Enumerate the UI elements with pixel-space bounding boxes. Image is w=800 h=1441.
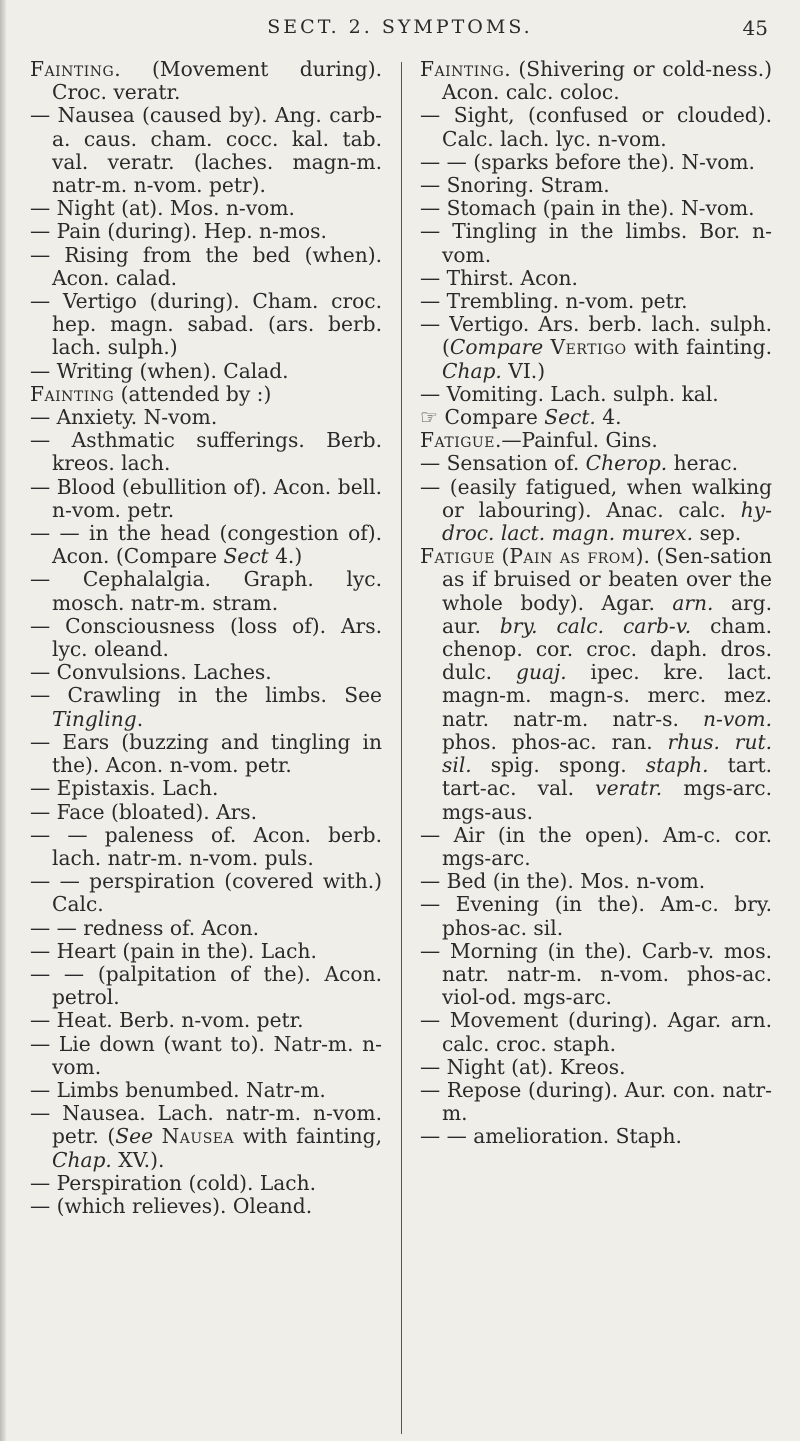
entry-text: ipec. kre. lact. magn-m. magn-s. merc. mez. natr. natr-m. natr-s.	[442, 660, 772, 731]
index-entry	[30, 220, 382, 243]
entry-text: — Heat. Berb. n-vom. petr.	[30, 1008, 304, 1033]
entry-text: — — paleness of. Acon. berb. lach. natr-m. n-vom. puls.	[30, 822, 382, 870]
entry-text: — Blood (ebullition of). Acon. bell. n-vom. petr.	[30, 474, 382, 522]
entry-text: .—Painful. Gins.	[494, 428, 658, 453]
index-entry	[30, 58, 382, 104]
entry-text: veratr.	[595, 776, 663, 801]
entry-text: — — perspiration (covered with.) Calc.	[30, 869, 382, 917]
index-entry	[420, 220, 772, 266]
entry-text: — Heart (pain in the). Lach.	[30, 938, 317, 963]
index-entry	[420, 1009, 772, 1055]
entry-text: spig. spong.	[471, 753, 646, 778]
entry-text: sep.	[693, 521, 742, 546]
index-entry	[30, 1033, 382, 1079]
index-entry	[30, 1009, 382, 1032]
entry-text: — Tingling in the limbs. Bor. n-vom.	[420, 219, 772, 267]
index-entry	[30, 824, 382, 870]
entry-text: — Vomiting. Lach. sulph. kal.	[420, 381, 719, 406]
entry-text: (attended by :)	[114, 381, 272, 406]
index-entry	[420, 58, 772, 104]
entry-text: — Lie down (want to). Natr-m. n-vom.	[30, 1031, 382, 1079]
entry-text: — Air (in the open). Am-c. cor. mgs-arc.	[420, 822, 772, 870]
entry-text: — Sight, (confused or clouded). Calc. lach. lyc. n-vom.	[420, 103, 772, 151]
index-entry	[30, 476, 382, 522]
index-entry	[30, 1195, 382, 1218]
entry-text: — Nausea (caused by). Ang. carb-a. caus. cham. cocc. kal. tab. val. veratr. (laches. magn-m. natr-m. n-vom. petr).	[30, 103, 382, 198]
entry-text: — — (palpitation of the). Acon. petrol.	[30, 961, 382, 1010]
index-entry	[420, 174, 772, 197]
entry-text: — Evening (in the). Am-c. bry. phos-ac. sil.	[420, 892, 772, 940]
index-entry	[30, 197, 382, 220]
entry-text: 4.)	[268, 544, 303, 569]
index-entry	[420, 290, 772, 313]
entry-text: Cherop.	[585, 451, 668, 476]
index-entry	[30, 383, 382, 406]
entry-text: ☞ Compare	[420, 405, 545, 430]
entry-text: — — amelioration. Staph.	[420, 1124, 682, 1149]
index-entry	[30, 244, 382, 290]
entry-text: — Snoring. Stram.	[420, 173, 610, 198]
entry-text: — Vertigo (during). Cham. croc. hep. magn. sabad. (ars. berb. lach. sulph.)	[30, 289, 382, 360]
index-entry	[30, 917, 382, 940]
entry-text: — Morning (in the). Carb-v. mos. natr. natr-m. n-vom. phos-ac. viol-od. mgs-arc.	[420, 938, 772, 1010]
entry-text: Fatigue	[420, 428, 495, 453]
entry-text: — Thirst. Acon.	[420, 265, 578, 290]
entry-text: — Convulsions. Laches.	[30, 660, 272, 685]
entry-text: — Nausea. Lach. natr-m. n-vom. petr. (	[30, 1101, 382, 1149]
index-entry	[30, 360, 382, 383]
index-entry	[420, 267, 772, 290]
index-entry	[420, 104, 772, 150]
index-entry	[30, 661, 382, 684]
entry-text: guaj.	[516, 660, 567, 685]
entry-text	[543, 335, 550, 359]
entry-text: — Stomach (pain in the). N-vom.	[420, 196, 755, 221]
index-entry	[420, 893, 772, 939]
entry-text: Fainting	[30, 57, 115, 81]
index-entry	[420, 383, 772, 406]
entry-text: — (easily fatigued, when walking or labouring). Anac. calc.	[420, 474, 772, 522]
entry-text: Nausea	[161, 1124, 235, 1149]
entry-text: (	[494, 544, 510, 569]
entry-text: — Night (at). Mos. n-vom.	[30, 196, 295, 221]
entry-text: Vertigo	[550, 335, 627, 360]
page-number: 45	[742, 16, 768, 40]
index-entry	[30, 940, 382, 963]
entry-text: — Writing (when). Calad.	[30, 358, 289, 383]
entry-text: ). (Sen-sation as if bruised or beaten over the whole body). Agar.	[442, 544, 772, 615]
index-entry	[420, 1056, 772, 1079]
entry-text: mgs-arc. mgs-aus.	[442, 776, 773, 824]
entry-text: bry. calc. carb-v.	[499, 613, 692, 638]
left-column	[30, 58, 382, 1218]
index-entry	[30, 406, 382, 429]
index-entry	[420, 476, 772, 546]
entry-text: — Vertigo. Ars. berb. lach. sulph. (	[420, 312, 772, 360]
entry-text: .	[136, 706, 144, 731]
entry-text: — Bed (in the). Mos. n-vom.	[420, 869, 706, 894]
index-entry	[30, 104, 382, 197]
index-entry	[420, 151, 772, 174]
entry-text: — Pain (during). Hep. n-mos.	[30, 219, 327, 244]
right-column	[420, 58, 772, 1149]
column-divider	[401, 62, 402, 1434]
entry-text: — Repose (during). Aur. con. natr-m.	[420, 1077, 772, 1126]
entry-text: XV.).	[111, 1147, 165, 1172]
entry-text: — (which relieves). Oleand.	[30, 1193, 313, 1218]
entry-text: — Movement (during). Agar. arn. calc. croc. staph.	[420, 1008, 772, 1056]
entry-text: arn.	[672, 590, 714, 615]
entry-text: — Ears (buzzing and tingling in the). Acon. n-vom. petr.	[30, 729, 382, 778]
entry-text: — Limbs benumbed. Natr-m.	[30, 1077, 326, 1102]
entry-text: — Crawling in the limbs. See	[30, 683, 382, 708]
entry-text: — — redness of. Acon.	[30, 915, 260, 940]
entry-text: — Consciousness (loss of). Ars. lyc. oleand.	[30, 613, 382, 662]
entry-text: . (Shivering or cold-ness.) Acon. calc. coloc.	[442, 57, 772, 105]
entry-text: 4.	[595, 405, 622, 430]
entry-text: phos. phos-ac. ran.	[442, 729, 668, 754]
entry-text: staph.	[645, 753, 709, 778]
entry-text: with fainting,	[234, 1124, 383, 1149]
index-entry	[420, 940, 772, 1010]
index-entry	[30, 522, 382, 568]
index-entry	[420, 313, 772, 383]
index-entry	[30, 429, 382, 475]
entry-text: Chap.	[52, 1147, 112, 1172]
index-entry	[420, 870, 772, 893]
index-entry	[30, 870, 382, 916]
page-header	[0, 14, 800, 48]
index-entry	[30, 568, 382, 614]
entry-text: rhus. rut. sil.	[442, 729, 772, 778]
entry-text: — Face (bloated). Ars.	[30, 799, 258, 824]
entry-text: Chap.	[442, 358, 502, 383]
entry-text: Pain as from	[509, 544, 636, 569]
index-entry	[420, 1079, 772, 1125]
entry-text: VI.)	[501, 358, 546, 383]
index-entry	[420, 1125, 772, 1148]
entry-text: hy-droc. lact. magn. murex.	[442, 497, 772, 546]
entry-text: — Trembling. n-vom. petr.	[420, 289, 688, 314]
entry-text: — Anxiety. N-vom.	[30, 405, 218, 430]
index-entry	[420, 452, 772, 475]
entry-text: Fainting	[30, 381, 115, 406]
index-entry	[30, 801, 382, 824]
index-entry	[30, 1079, 382, 1102]
index-entry	[420, 545, 772, 823]
entry-text: Sect	[223, 544, 269, 569]
index-entry	[30, 963, 382, 1009]
index-entry	[420, 824, 772, 870]
entry-text: n-vom.	[703, 706, 772, 731]
entry-text: . (Movement during). Croc. veratr.	[52, 57, 382, 105]
entry-text: — Cephalalgia. Graph. lyc. mosch. natr-m. stram.	[30, 567, 382, 615]
entry-text: with fainting.	[626, 335, 773, 360]
entry-text: See	[115, 1124, 154, 1149]
entry-text: Tingling	[52, 706, 137, 731]
entry-text: Fainting	[420, 57, 505, 81]
entry-text: Fatigue	[420, 544, 495, 569]
entry-text: — — (sparks before the). N-vom.	[420, 149, 755, 174]
index-entry	[30, 684, 382, 730]
entry-text: arg. aur.	[442, 590, 772, 638]
entry-text: — Rising from the bed (when). Acon. calad.	[30, 242, 382, 290]
entry-text: — Sensation of.	[420, 451, 586, 476]
entry-text: cham. chenop. cor. croc. daph. dros. dulc.	[442, 613, 772, 685]
index-entry	[30, 1172, 382, 1195]
index-entry	[420, 406, 772, 429]
entry-text: Compare	[449, 335, 544, 360]
entry-text: tart. tart-ac. val.	[442, 753, 772, 801]
index-entry	[30, 731, 382, 777]
entry-text: — — in the head (congestion of). Acon. (Compare	[30, 521, 382, 569]
index-entry	[30, 777, 382, 800]
index-entry	[420, 429, 772, 452]
entry-text: — Epistaxis. Lach.	[30, 776, 219, 801]
entry-text: — Night (at). Kreos.	[420, 1054, 626, 1079]
index-entry	[30, 615, 382, 661]
entry-text	[153, 1124, 162, 1148]
index-entry	[420, 197, 772, 220]
page-edge-shadow	[0, 0, 6, 1441]
running-head: SECT. 2. SYMPTOMS.	[267, 16, 533, 38]
entry-text: Sect.	[544, 405, 596, 430]
entry-text: herac.	[667, 451, 738, 476]
index-entry	[30, 290, 382, 360]
index-entry	[30, 1102, 382, 1172]
entry-text: — Asthmatic sufferings. Berb. kreos. lach.	[30, 428, 382, 476]
entry-text: — Perspiration (cold). Lach.	[30, 1170, 317, 1195]
